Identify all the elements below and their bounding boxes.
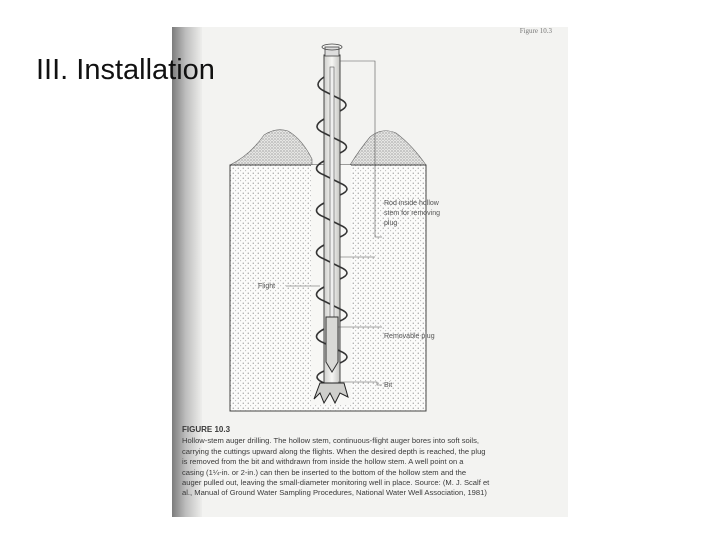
caption-line: Hollow-stem auger drilling. The hollow stem, continuous-flight auger bores into soft soils, [182, 436, 480, 446]
removable-plug [326, 317, 338, 372]
auger-diagram [172, 27, 568, 427]
right-cuttings-pile [350, 131, 426, 165]
caption-line: is removed from the bit and withdrawn from inside the hollow stem. A well point on a [182, 457, 464, 467]
caption-line: casing (1¼-in. or 2-in.) can then be inserted to the bottom of the hollow stem and the [182, 467, 467, 477]
rod-callout-line-1: Rod inside hollow [384, 200, 439, 207]
caption-line: al., Manual of Ground Water Sampling Procedures, National Water Well Association, 1981) [182, 488, 487, 498]
rod-callout-line-2: stem for removing [384, 210, 441, 217]
rod-callout-line-3: plug [384, 220, 398, 227]
plug-callout: Removable plug [384, 333, 435, 340]
figure-label: FIGURE 10.3 [182, 425, 231, 434]
left-cuttings-pile [230, 130, 312, 165]
bit-callout: Bit [384, 382, 393, 389]
figure-caption [182, 425, 560, 499]
flight-callout: Flight [258, 283, 276, 290]
caption-line: carrying the cuttings upward along the flights. When the desired depth is reached, the plug [182, 446, 486, 456]
inner-rod [330, 67, 334, 317]
slide-title: III. Installation [36, 54, 215, 86]
drive-cap [325, 47, 339, 56]
caption-line: auger pulled out, leaving the small-diameter monitoring well in place. Source: (M. J. Scalf et [182, 478, 490, 488]
page-header-text: Figure 10.3 [519, 27, 552, 35]
scanned-textbook-page [172, 27, 568, 517]
